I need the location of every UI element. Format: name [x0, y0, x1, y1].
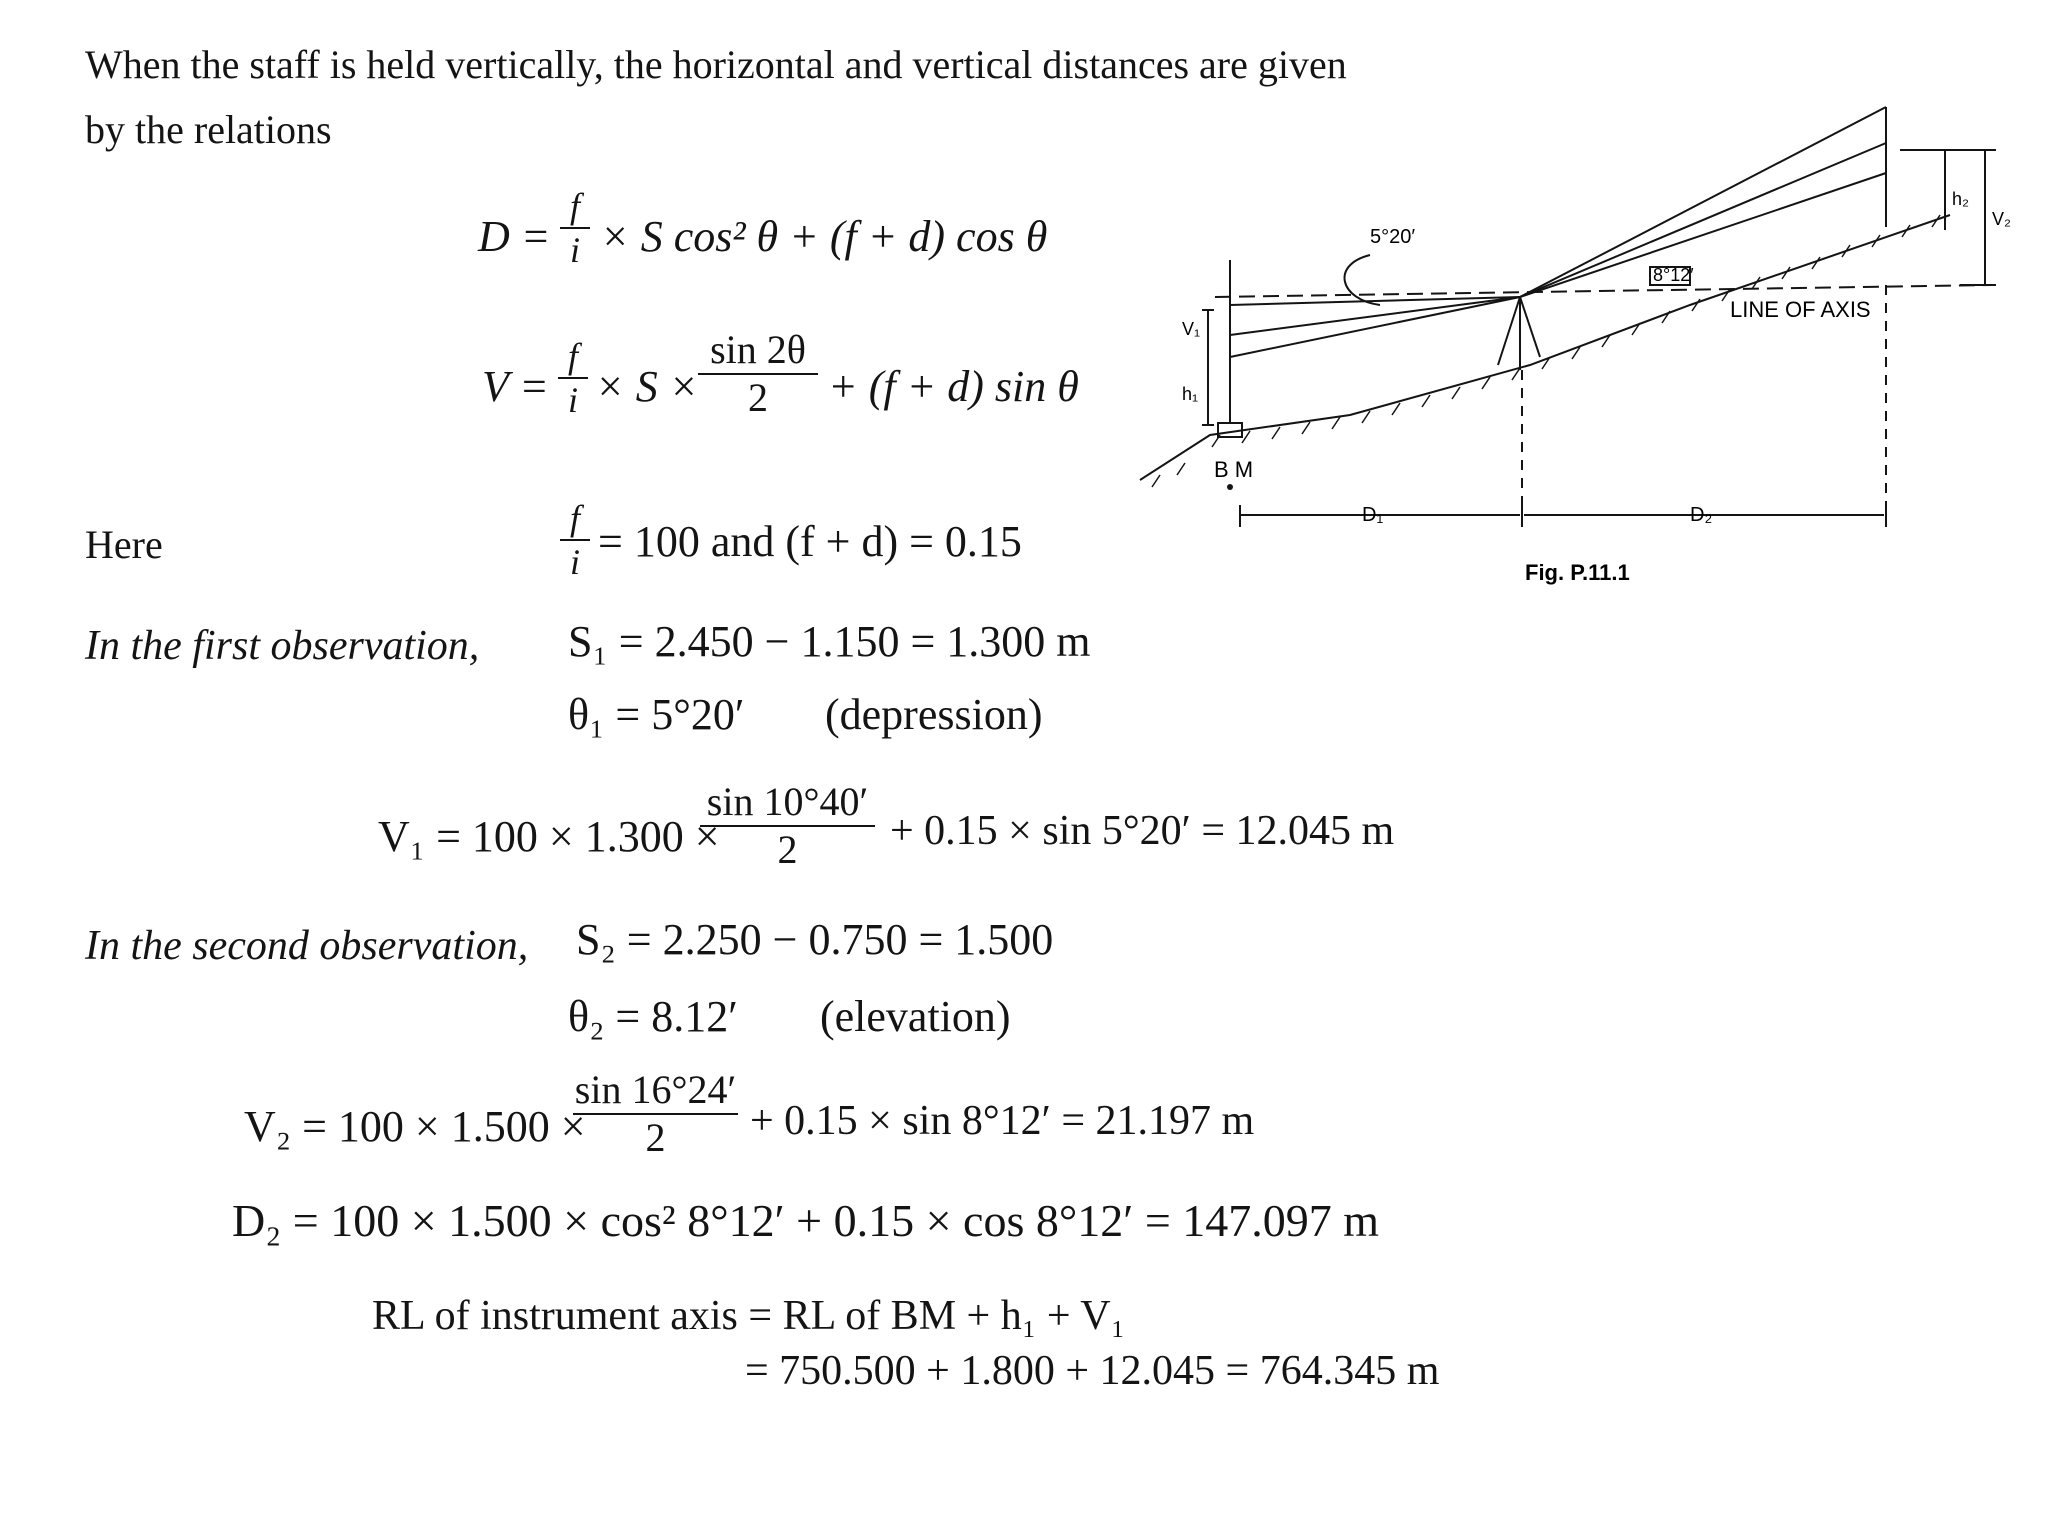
v2-dimension: [1920, 150, 1996, 285]
v1-label: V₁: [1182, 319, 1201, 339]
v1-dimension: [1202, 310, 1214, 357]
intro-line-2: by the relations: [85, 107, 332, 152]
equation-v-lhs: V =: [482, 362, 549, 411]
rl-line-1: RL of instrument axis = RL of BM + h₁ + V₁: [372, 1293, 1126, 1339]
equation-v1-lhs: V₁ = 100 × 1.300 ×: [378, 812, 720, 861]
equation-d-rest: × S cos² θ + (f + d) cos θ: [600, 212, 1048, 261]
second-observation-theta: θ₂ = 8.12′: [568, 992, 738, 1041]
fraction-numerator: sin 2θ: [710, 327, 806, 372]
h1-dimension: [1202, 357, 1214, 425]
h1-label: h₁: [1182, 384, 1199, 404]
fraction-denominator: 2: [645, 1115, 666, 1160]
instrument-tripod: [1498, 297, 1540, 370]
angle-8-12-label: 8°12′: [1653, 265, 1694, 285]
first-observation-s: S₁ = 2.450 − 1.150 = 1.300 m: [568, 617, 1091, 666]
fraction-numerator: f: [569, 498, 580, 538]
here-fraction: [560, 500, 590, 580]
here-label: Here: [85, 522, 163, 567]
d1-label: D₁: [1362, 504, 1384, 526]
rl-line-2: = 750.500 + 1.800 + 12.045 = 764.345 m: [745, 1348, 1440, 1394]
second-observation-s: S₂ = 2.250 − 0.750 = 1.500: [576, 915, 1054, 964]
d2-label: D₂: [1690, 504, 1713, 526]
survey-figure: [1130, 95, 2030, 615]
line-of-axis-label: LINE OF AXIS: [1730, 297, 1871, 322]
fraction-bar: [558, 377, 588, 379]
fraction-denominator: 2: [748, 375, 768, 420]
fraction-bar: [560, 539, 590, 541]
equation-v2-rest: + 0.15 × sin 8°12′ = 21.197 m: [750, 1098, 1255, 1144]
first-observation-label: In the first observation,: [85, 623, 480, 669]
angle-5-20-label: 5°20′: [1370, 226, 1416, 248]
fraction-numerator: f: [569, 186, 580, 226]
equation-v2-fraction: [573, 1067, 738, 1160]
ground-hatching: [1152, 215, 1940, 487]
equation-d-lhs: D =: [478, 212, 551, 261]
sight-line-3: [1230, 297, 1520, 357]
sight-line-5: [1520, 143, 1886, 297]
ground-line: [1140, 215, 1950, 480]
equation-v-fraction-1: [558, 338, 588, 418]
h2-label: h₂: [1952, 189, 1969, 209]
sight-line-6: [1520, 173, 1886, 297]
second-observation-note: (elevation): [820, 992, 1011, 1041]
intro-line-1: When the staff is held vertically, the horizontal and vertical distances are given: [85, 42, 1347, 87]
fraction-numerator: f: [567, 336, 578, 376]
fraction-numerator: sin 16°24′: [574, 1067, 737, 1112]
figure-caption: Fig. P.11.1: [1525, 560, 1630, 585]
equation-v-mid: × S ×: [595, 362, 699, 411]
angle-arc: [1345, 255, 1380, 305]
first-observation-theta: θ₁ = 5°20′: [568, 690, 745, 739]
fraction-bar: [560, 227, 590, 229]
here-values: = 100 and (f + d) = 0.15: [598, 517, 1022, 566]
fraction-denominator: i: [567, 380, 578, 420]
equation-v2-lhs: V₂ = 100 × 1.500 ×: [244, 1102, 586, 1151]
sight-line-2: [1230, 297, 1520, 335]
equation-v-rest: + (f + d) sin θ: [828, 362, 1079, 411]
equation-v-fraction-2: [698, 327, 818, 420]
v2-label: V₂: [1992, 209, 2011, 229]
equation-d2: D₂ = 100 × 1.500 × cos² 8°12′ + 0.15 × cos 8°12′ = 147.097 m: [232, 1195, 1380, 1246]
fraction-numerator: sin 10°40′: [706, 779, 869, 824]
equation-v1-fraction: [700, 779, 875, 872]
fraction-denominator: 2: [777, 827, 798, 872]
equation-v1-rest: + 0.15 × sin 5°20′ = 12.045 m: [890, 808, 1395, 854]
line-of-axis: [1215, 285, 1990, 297]
bm-label: B M: [1214, 457, 1254, 482]
bm-point: [1227, 484, 1233, 490]
second-observation-label: In the second observation,: [85, 923, 529, 969]
fraction-denominator: i: [569, 230, 580, 270]
first-observation-note: (depression): [825, 690, 1043, 739]
equation-d-fraction: [560, 188, 590, 268]
fraction-denominator: i: [569, 542, 580, 582]
sight-line-4: [1520, 107, 1886, 297]
